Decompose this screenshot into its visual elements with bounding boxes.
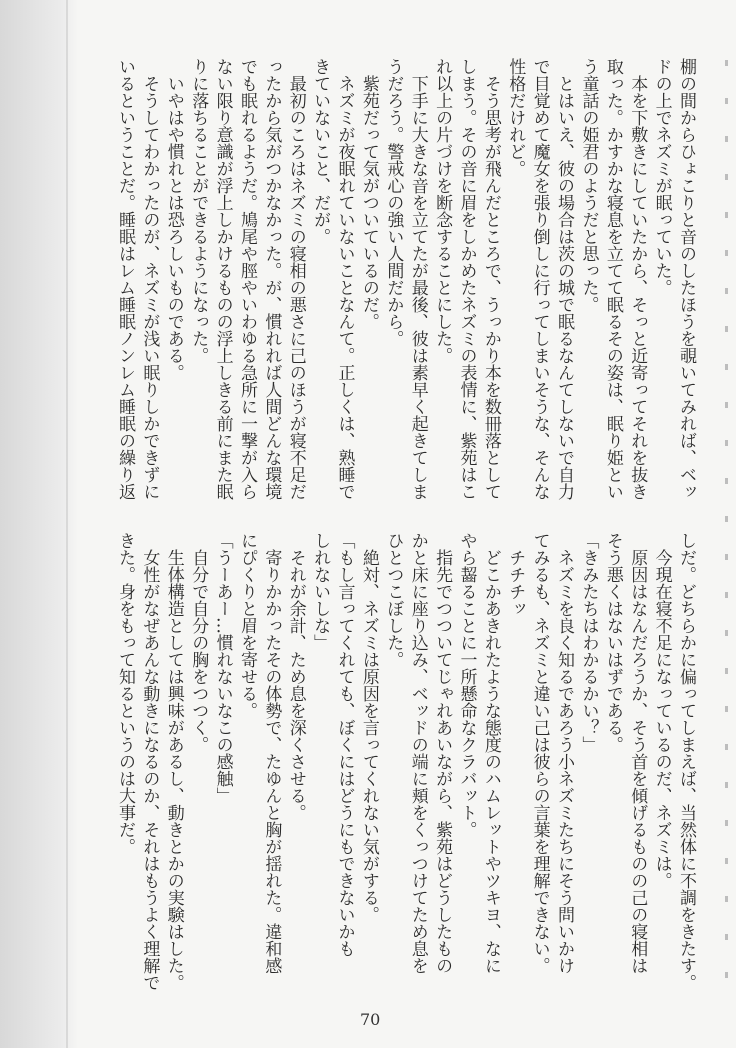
text-column: ドの上でネズミが眠っていた。 [651, 58, 672, 296]
text-column: いやはや慣れとは恐ろしいものである。 [163, 58, 184, 381]
text-column: 生体構造としては興味があるし、動きとかの実験はした。 [163, 532, 184, 991]
text-column: にぴくりと眉を寄せる。 [236, 532, 257, 719]
text-column: で目覚めて魔女を張り倒しに行ってしまいそうな、そんな [529, 58, 550, 500]
text-column: うだろう。警戒心の強い人間だから。 [383, 58, 404, 347]
text-column: 本を下敷きにしていたから、そっと近寄ってそれを抜き [627, 58, 648, 500]
text-column: ネズミが夜眠れていないことなんて。正しくは、熟睡で [334, 58, 355, 500]
text-column: きた。身をもって知るというのは大事だ。 [115, 532, 136, 855]
text-column: 原因はなんだろうか、そう首を傾げるものの己の寝相は [627, 532, 648, 974]
text-column: そう悪くはないはずである。 [602, 532, 623, 753]
text-column: とはいえ、彼の場合は茨の城で眠るなんてしないで自力 [554, 58, 575, 500]
text-column: 絶対、ネズミは原因を言ってくれない気がする。 [358, 532, 379, 923]
text-column: そうしてわかったのが、ネズミが浅い眠りしかできずに [139, 58, 160, 500]
text-column: そう思考が飛んだところで、うっかり本を数冊落として [480, 58, 501, 500]
text-column: やら齧ることに一所懸命なクラバット。 [456, 532, 477, 838]
text-column: しれないしな」 [310, 532, 331, 651]
text-column: いるということだ。睡眠はレム睡眠ノンレム睡眠の繰り返 [115, 58, 136, 500]
text-column: 棚の間からひょこりと音のしたほうを覗いてみれば、ベッ [676, 58, 696, 500]
text-column: 寄りかかったその体勢で、たゆんと胸が揺れた。違和感 [261, 532, 282, 974]
text-column: う童話の姫君のようだと思った。 [578, 58, 599, 313]
text-column: しまう。その音に眉をしかめたネズミの表情に、紫苑はこ [456, 58, 477, 500]
text-column: 今現在寝不足になっているのだ、ネズミは。 [651, 532, 672, 889]
text-column: かと床に座り込み、ベッドの端に頬をくっつけてため息を [407, 532, 428, 974]
text-column: 取った。かすかな寝息を立てて眠るその姿は、眠り姫とい [602, 58, 623, 500]
text-column: 最初のころはネズミの寝相の悪さに己のほうが寝不足だ [285, 58, 306, 500]
text-column: 自分で自分の胸をつつく。 [188, 532, 209, 753]
text-column: チチチッ [505, 532, 526, 617]
text-column: 「もし言ってくれても、ぼくにはどうにもできないかも [334, 532, 355, 957]
text-column: 下手に大きな音を立てたが最後、彼は素早く起きてしま [407, 58, 428, 500]
text-column: ネズミを良く知るであろう小ネズミたちにそう問いかけ [554, 532, 575, 974]
page-edge-marks [725, 60, 728, 1000]
text-column: しだ。どちらかに偏ってしまえば、当然体に不調をきたす。 [676, 532, 696, 991]
text-block-bottom [113, 532, 698, 997]
text-column: 女性がなぜあんな動きになるのか、それはもうよく理解で [139, 532, 160, 991]
text-column: どこかあきれたような態度のハムレットやツキヨ、なに [480, 532, 501, 974]
text-column: ひとつこぼした。 [383, 532, 404, 668]
text-column: ったから気がつかなかった。が、慣れれば人間どんな環境 [261, 58, 282, 500]
page-number: 70 [360, 1010, 381, 1029]
text-block-top [113, 58, 698, 523]
text-column: 指先でつついてじゃれあいながら、紫苑はどうしたもの [432, 532, 453, 974]
binding-edge-line [66, 0, 68, 1048]
text-column: 性格だけれど。 [505, 58, 526, 177]
text-column: 「きみたちはわかるかい？」 [578, 532, 599, 753]
text-column: でも眠れるようだ。鳩尾や脛やいわゆる急所に一撃が入ら [236, 58, 257, 500]
text-column: ない限り意識が浮上しかけるものの浮上しきる前にまた眠 [212, 58, 233, 500]
text-column: てみるも、ネズミと違い己は彼らの言葉を理解できない。 [529, 532, 550, 974]
text-column: れ以上の片づけを断念することにした。 [432, 58, 453, 364]
text-column: りに落ちることができるようになった。 [188, 58, 209, 364]
text-column: それが余計、ため息を深くさせる。 [285, 532, 306, 821]
text-column: きていないこと、だが。 [310, 58, 331, 245]
text-column: 紫苑だって気がついているのだ。 [358, 58, 379, 330]
text-column: 「うーあー…慣れないなこの感触」 [212, 532, 233, 804]
